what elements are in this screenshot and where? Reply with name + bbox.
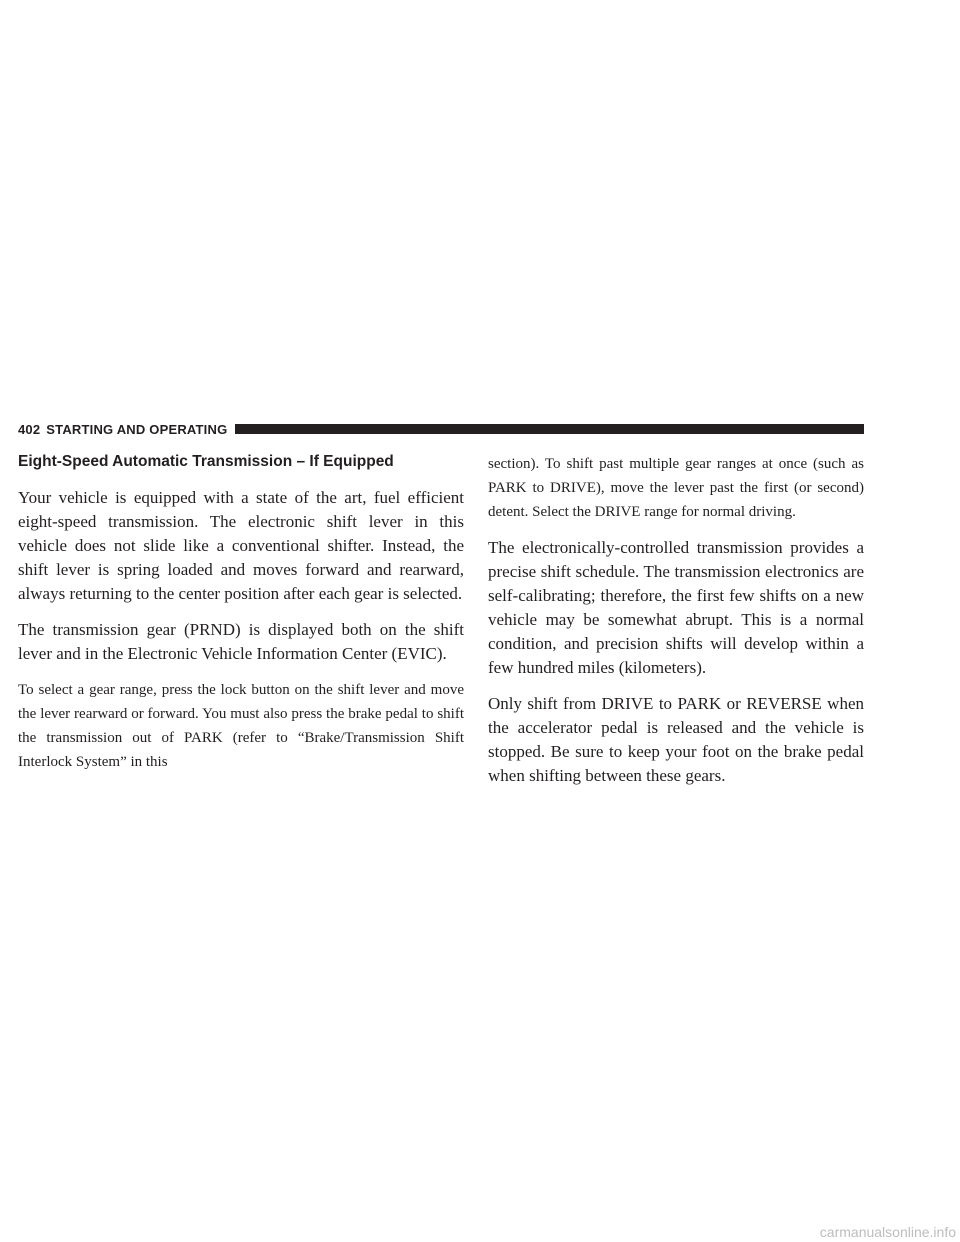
running-header [18, 418, 864, 440]
paragraph: Your vehicle is equipped with a state of the art, fuel efficient eight-speed transmission. The electronic shift lever in this vehicle does not slide like a conventional shifter. Instead, the shift lever is spring loaded and moves forward and rearward, always returning to the center position after each gear is selected. [18, 488, 464, 603]
section-name: STARTING AND OPERATING [46, 421, 228, 437]
paragraph: To select a gear range, press the lock button on the shift lever and move the lever rearward or forward. You must also press the brake pedal to shift the transmission out of PARK (refer to “Brake/Transmission Shift Interlock System” in this [18, 682, 464, 770]
watermark: carmanualsonline.info [819, 1224, 956, 1240]
section-title: Eight-Speed Automatic Transmission – If Equipped [18, 453, 394, 470]
paragraph: Only shift from DRIVE to PARK or REVERSE when the accelerator pedal is released and the vehicle is stopped. Be sure to keep your foot on the brake pedal when shifting between these gears. [488, 694, 864, 785]
paragraph: The transmission gear (PRND) is displayed both on the shift lever and in the Electronic Vehicle Information Center (EVIC). [18, 620, 464, 663]
header-text [18, 422, 235, 437]
paragraph: The electronically-controlled transmission provides a precise shift schedule. The transmission electronics are self-calibrating; therefore, the first few shifts on a new vehicle may be somewhat abrupt. This is a normal condition, and precision shifts will develop within a few hundred miles (kilometers). [488, 538, 864, 677]
left-column [18, 452, 464, 786]
right-column [488, 452, 864, 800]
paragraph: section). To shift past multiple gear ranges at once (such as PARK to DRIVE), move the lever past the first (or second) detent. Select the DRIVE range for normal driving. [488, 456, 864, 520]
header-rule [235, 424, 864, 434]
page-number: 402 [18, 421, 41, 437]
